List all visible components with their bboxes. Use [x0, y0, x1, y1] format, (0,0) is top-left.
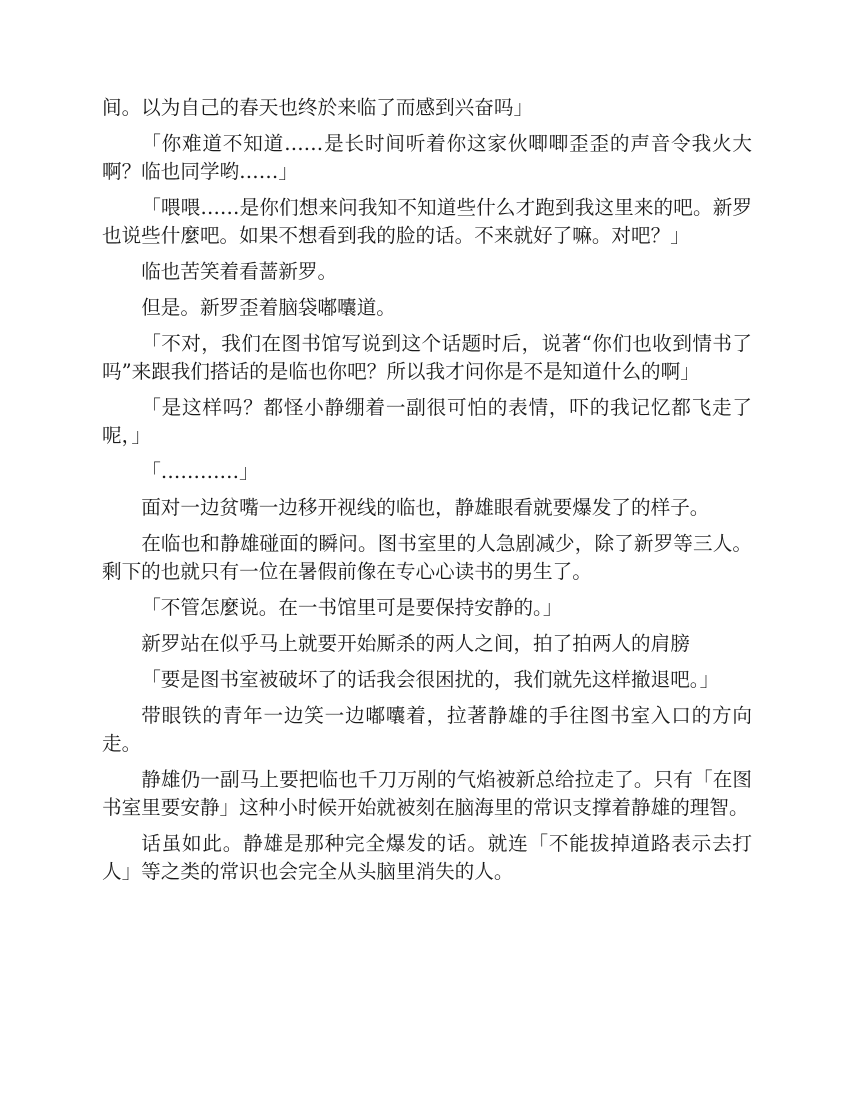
paragraph: 「不对，我们在图书馆写说到这个话题时后，说著“你们也收到情书了吗”来跟我们搭话的是临也你吧？所以我才问你是不是知道什么的啊」 — [102, 332, 752, 383]
paragraph: 间。以为自己的春天也终於来临了而感到兴奋吗」 — [102, 96, 534, 119]
paragraph: 「要是图书室被破坏了的话我会很困扰的，我们就先这样撤退吧。」 — [141, 668, 720, 691]
paragraph: 新罗站在似乎马上就要开始厮杀的两人之间，拍了拍两人的肩膀 — [141, 632, 690, 655]
paragraph: 临也苦笑着看蔷新罗。 — [141, 260, 338, 283]
paragraph: 静雄仍一副马上要把临也千刀万剐的气焰被新总给拉走了。只有「在图书室里要安静」这种小时候开始就被刻在脑海里的常识支撑着静雄的理智。 — [102, 768, 752, 819]
paragraph: 「喂喂……是你们想来问我知不知道些什么才跑到我这里来的吧。新罗也说些什麼吧。如果不想看到我的脸的话。不来就好了嘛。对吧？」 — [102, 196, 752, 247]
paragraph: 面对一边贫嘴一边移开视线的临也，静雄眼看就要爆发了的样子。 — [141, 496, 710, 519]
paragraph: 在临也和静雄碰面的瞬问。图书室里的人急剧减少，除了新罗等三人。剩下的也就只有一位在暑假前像在专心心读书的男生了。 — [102, 532, 752, 583]
paragraph: 「是这样吗？都怪小静绷着一副很可怕的表情，吓的我记忆都飞走了呢，」 — [102, 396, 752, 447]
paragraph: 「你难道不知道……是长时间听着你这家伙唧唧歪歪的声音令我火大啊？临也同学哟……」 — [102, 132, 752, 183]
document-page — [102, 94, 752, 894]
paragraph: 话虽如此。静雄是那种完全爆发的话。就连「不能拔掉道路表示去打人」等之类的常识也会完全从头脑里消失的人。 — [102, 832, 752, 883]
paragraph: 但是。新罗歪着脑袋嘟囔道。 — [141, 296, 396, 319]
paragraph: 带眼铁的青年一边笑一边嘟囔着，拉著静雄的手往图书室入口的方向走。 — [102, 704, 752, 755]
paragraph: 「不管怎麼说。在一书馆里可是要保持安静的。」 — [141, 596, 563, 619]
paragraph: 「…………」 — [141, 460, 259, 483]
